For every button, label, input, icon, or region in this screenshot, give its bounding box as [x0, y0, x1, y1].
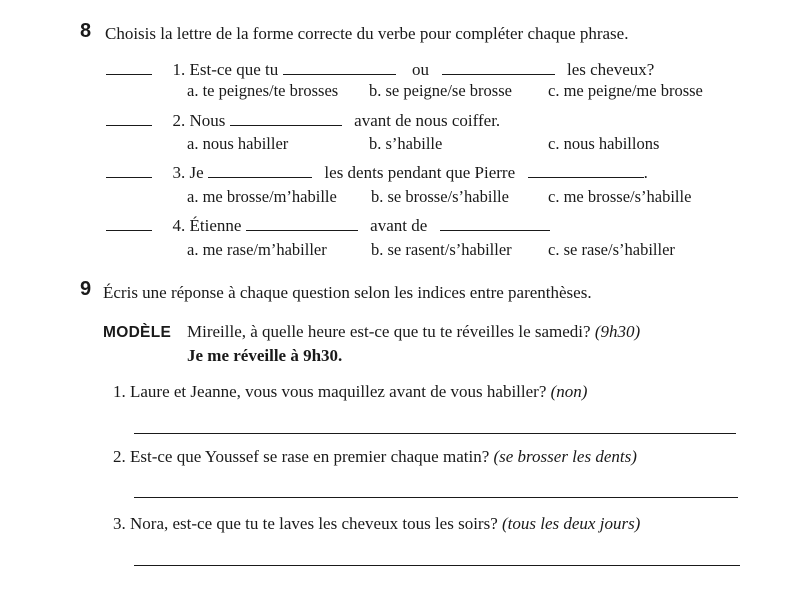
- option-b: b. s’habille: [369, 134, 443, 153]
- question-text: Est-ce que Youssef se rase en premier chaque matin?: [130, 447, 490, 466]
- fill-blank: [230, 111, 342, 126]
- question-text: Laure et Jeanne, vous vous maquillez avant de vous habiller?: [130, 382, 547, 401]
- question-text: avant de: [370, 216, 428, 235]
- fill-blank: [440, 216, 550, 231]
- option-c: c. me peigne/me brosse: [548, 81, 703, 100]
- question-8-4: [106, 216, 550, 236]
- option-a: a. nous habiller: [187, 134, 289, 153]
- question-text: Étienne: [189, 216, 242, 235]
- question-number: 3.: [113, 514, 126, 533]
- option-c: c. me brosse/s’habille: [548, 187, 692, 206]
- question-number: 1.: [172, 60, 186, 79]
- question-text: Nous: [189, 111, 226, 130]
- modele-label: MODÈLE: [103, 324, 172, 341]
- question-hint: (tous les deux jours): [502, 514, 641, 533]
- section-9-number: 9: [80, 278, 92, 300]
- question-9-3: [113, 514, 640, 534]
- option-a: a. me rase/m’habiller: [187, 240, 327, 259]
- question-text: ou: [412, 60, 429, 79]
- modele-hint: (9h30): [594, 322, 641, 341]
- question-9-1: [113, 382, 587, 402]
- option-a: a. me brosse/m’habille: [187, 187, 337, 206]
- answer-blank-8-1[interactable]: [106, 60, 152, 75]
- option-a: a. te peignes/te brosses: [187, 81, 339, 100]
- question-text: .: [643, 163, 648, 182]
- question-9-2: [113, 447, 637, 467]
- question-number: 2.: [172, 111, 186, 130]
- option-b: b. se rasent/s’habiller: [371, 240, 512, 259]
- question-text: les cheveux?: [567, 60, 655, 79]
- fill-blank: [442, 60, 555, 75]
- fill-blank: [528, 163, 644, 178]
- answer-line-9-2[interactable]: [134, 497, 738, 498]
- option-c: c. se rase/s’habiller: [548, 240, 675, 259]
- question-number: 3.: [172, 163, 186, 182]
- question-text: avant de nous coiffer.: [354, 111, 501, 130]
- question-8-3: [106, 163, 648, 183]
- fill-blank: [283, 60, 396, 75]
- section-8-instruction: Choisis la lettre de la forme correcte du verbe pour compléter chaque phrase.: [105, 24, 629, 43]
- question-number: 1.: [113, 382, 126, 401]
- answer-blank-8-2[interactable]: [106, 111, 152, 126]
- option-c: c. nous habillons: [548, 134, 660, 153]
- fill-blank: [208, 163, 312, 178]
- question-text: Est-ce que tu: [189, 60, 279, 79]
- question-8-2: [106, 111, 500, 131]
- question-number: 2.: [113, 447, 126, 466]
- modele-question-text: Mireille, à quelle heure est-ce que tu te réveilles le samedi?: [187, 322, 591, 341]
- question-text: Nora, est-ce que tu te laves les cheveux tous les soirs?: [130, 514, 498, 533]
- modele-question: [187, 322, 640, 342]
- question-hint: (se brosser les dents): [493, 447, 637, 466]
- question-hint: (non): [550, 382, 588, 401]
- answer-blank-8-3[interactable]: [106, 163, 152, 178]
- answer-line-9-3[interactable]: [134, 565, 740, 566]
- fill-blank: [246, 216, 358, 231]
- modele-answer: Je me réveille à 9h30.: [187, 346, 343, 365]
- question-8-1: [106, 60, 654, 80]
- option-b: b. se brosse/s’habille: [371, 187, 509, 206]
- question-text: Je: [189, 163, 204, 182]
- option-b: b. se peigne/se brosse: [369, 81, 512, 100]
- answer-line-9-1[interactable]: [134, 433, 736, 434]
- question-text: les dents pendant que Pierre: [324, 163, 516, 182]
- section-8-number: 8: [80, 20, 92, 42]
- question-number: 4.: [172, 216, 186, 235]
- answer-blank-8-4[interactable]: [106, 216, 152, 231]
- section-9-instruction: Écris une réponse à chaque question selon les indices entre parenthèses.: [103, 283, 592, 302]
